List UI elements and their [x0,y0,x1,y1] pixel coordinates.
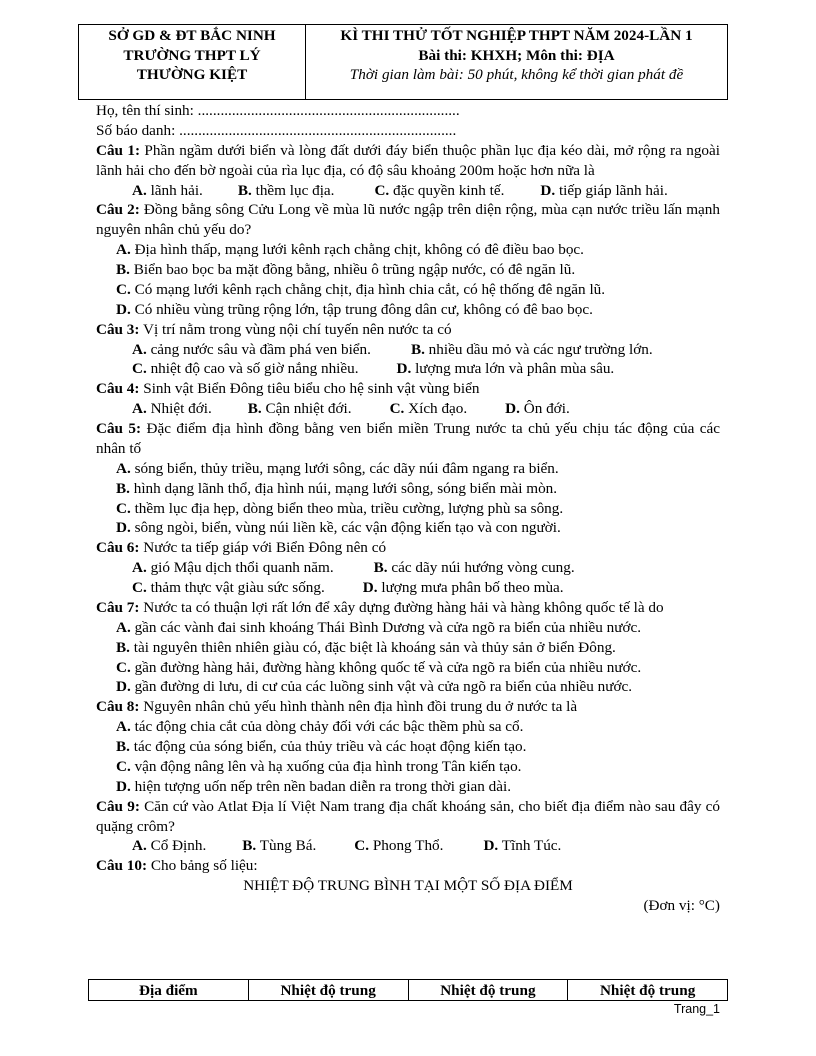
candidate-id: Số báo danh: ......................................................................... [96,121,457,139]
page-number: Trang_1 [673,1002,720,1016]
candidate-name: Họ, tên thí sinh: ..................................................................... [96,102,460,119]
option-a: A. Địa hình thấp, mạng lưới kênh rạch chằng chịt, không có đê điều bao bọc. [116,241,584,259]
option-c: C. nhiệt độ cao và số giờ nắng nhiều. D. lượng mưa lớn và phân mùa sâu. [132,360,615,378]
table-header-cell: Nhiệt độ trung [408,980,568,1001]
option-d: D. sông ngòi, biển, vùng núi liền kề, các vận động kiến tạo và con người. [116,519,561,537]
school-line-1: TRƯỜNG THPT LÝ [123,46,261,64]
options-q4: A. Nhiệt đới. B. Cận nhiệt đới. C. Xích đạo. D. Ôn đới. [132,400,570,418]
question-7: Câu 7: Nước ta có thuận lợi rất lớn để xây dựng đường hàng hải và hàng không quốc tế là do [96,598,664,616]
exam-header [78,24,728,100]
option-d: D. Có nhiều vùng trũng rộng lớn, tập trung đông dân cư, không có đê bao bọc. [116,300,593,318]
option-b: B. thềm lục địa. [237,181,335,199]
table-header-cell: Nhiệt độ trung [568,980,728,1001]
option-a: A. tác động chia cắt của dòng chảy đối với các bậc thềm phù sa cổ. [116,718,524,736]
options-q6-cd: C. thảm thực vật giàu sức sống. D. lượng mưa phân bố theo mùa. [132,579,564,596]
option-c: C. Có mạng lưới kênh rạch chằng chịt, địa hình chia cắt, có hệ thống đê ngăn lũ. [116,280,606,298]
question-2: Câu 2: Đồng bằng sông Cửu Long về mùa lũ nước ngập trên diện rộng, mùa cạn nước triều lấn mạnh nguyên nhân chủ yếu do? [96,201,720,239]
option-d: lượng mưa lớn và phân mùa sâu. [415,360,615,378]
option-b: B. hình dạng lãnh thổ, địa hình núi, mạng lưới sông, sóng biển mài mòn. [116,479,558,497]
options-q1 [96,181,720,201]
option-c: C. đặc quyền kinh tế. [374,181,505,199]
table-header-row [89,980,728,1001]
question-5: Câu 5: Đặc điểm địa hình đồng bằng ven biển miền Trung nước ta chủ yếu chịu tác động của các nhân tố [96,420,720,457]
options-q9: A. Cổ Định. B. Tùng Bá. C. Phong Thổ. D. Tĩnh Túc. [132,837,562,855]
table-header-cell: Địa điểm [89,980,249,1001]
school-info [79,25,306,100]
option-c: C. vận động nâng lên và hạ xuống của địa hình trong Tân kiến tạo. [116,757,522,775]
table-unit: (Đơn vị: °C) [643,897,720,914]
option-a: A. cảng nước sâu và đầm phá ven biển. B. nhiều dầu mỏ và các ngư trường lớn. [132,340,653,358]
department: SỞ GD & ĐT BẮC NINH [108,27,276,44]
exam-subject: Bài thi: KHXH; Môn thi: ĐỊA [418,46,615,64]
exam-body [96,101,720,916]
question-4: Câu 4: Sinh vật Biển Đông tiêu biểu cho hệ sinh vật vùng biển [96,380,480,398]
option-b: B. Biển bao bọc ba mặt đồng bằng, nhiều ô trũng ngập nước, có đê ngăn lũ. [116,261,576,278]
question-9: Câu 9: Căn cứ vào Atlat Địa lí Việt Nam trang địa chất khoáng sản, cho biết địa điểm nào sau đây có quặng crôm? [96,797,720,835]
option-b: nhiều dầu mỏ và các ngư trường lớn. [428,340,653,358]
option-a: A. lãnh hải. [132,181,203,199]
option-d: D. hiện tượng uốn nếp trên nền badan diễn ra trong thời gian dài. [116,777,512,795]
table-title: NHIỆT ĐỘ TRUNG BÌNH TẠI MỘT SỐ ĐỊA ĐIỂM [243,877,573,895]
table-header-cell: Nhiệt độ trung [248,980,408,1001]
option-a: A. gần các vành đai sinh khoáng Thái Bình Dương và cửa ngõ ra biển của nhiều nước. [116,618,642,636]
data-table [88,979,728,1001]
option-d-letter: D. [396,360,412,378]
exam-info [306,25,728,100]
option-b: B. tài nguyên thiên nhiên giàu có, đặc biệt là khoáng sản và thủy sản ở biển Đông. [116,638,616,656]
option-d: D. gần đường di lưu, di cư của các luồng sinh vật và cửa ngõ ra biển của nhiều nước. [116,678,633,696]
options-q6-ab: A. gió Mậu dịch thổi quanh năm. B. các dãy núi hướng vòng cung. [132,559,575,577]
option-c: C. gần đường hàng hải, đường hàng không quốc tế và cửa ngõ ra biển của nhiều nước. [116,658,642,676]
school-line-2: THƯỜNG KIỆT [136,66,248,83]
exam-time: Thời gian làm bài: 50 phút, không kể thời gian phát đề [349,66,684,83]
exam-title: KÌ THI THỬ TỐT NGHIỆP THPT NĂM 2024-LẦN 1 [340,27,693,44]
question-10: Câu 10: Cho bảng số liệu: [96,857,258,875]
option-b: B. tác động của sóng biển, của thủy triều và các hoạt động kiến tạo. [116,738,527,755]
option-d: D. tiếp giáp lãnh hải. [540,181,668,199]
option-a: A. sóng biển, thủy triều, mạng lưới sông, các dãy núi đâm ngang ra biển. [116,459,559,477]
question-6: Câu 6: Nước ta tiếp giáp với Biển Đông nên có [96,539,387,557]
question-3: Câu 3: Vị trí nằm trong vùng nội chí tuyến nên nước ta có [96,320,452,338]
option-c: C. thềm lục địa hẹp, dòng biển theo mùa, triều cường, lượng phù sa sông. [116,499,564,517]
question-1: Câu 1: Phần ngầm dưới biển và lòng đất dưới đáy biển thuộc phần lục địa kéo dài, mở rộng ra ngoài lãnh hải cho đến bờ ngoài của rìa lục địa, có độ sâu khoảng 200m hoặc hơn nữa là [96,141,720,179]
question-8: Câu 8: Nguyên nhân chủ yếu hình thành nên địa hình đồi trung du ở nước ta là [96,698,578,716]
option-b-letter: B. [410,340,425,358]
